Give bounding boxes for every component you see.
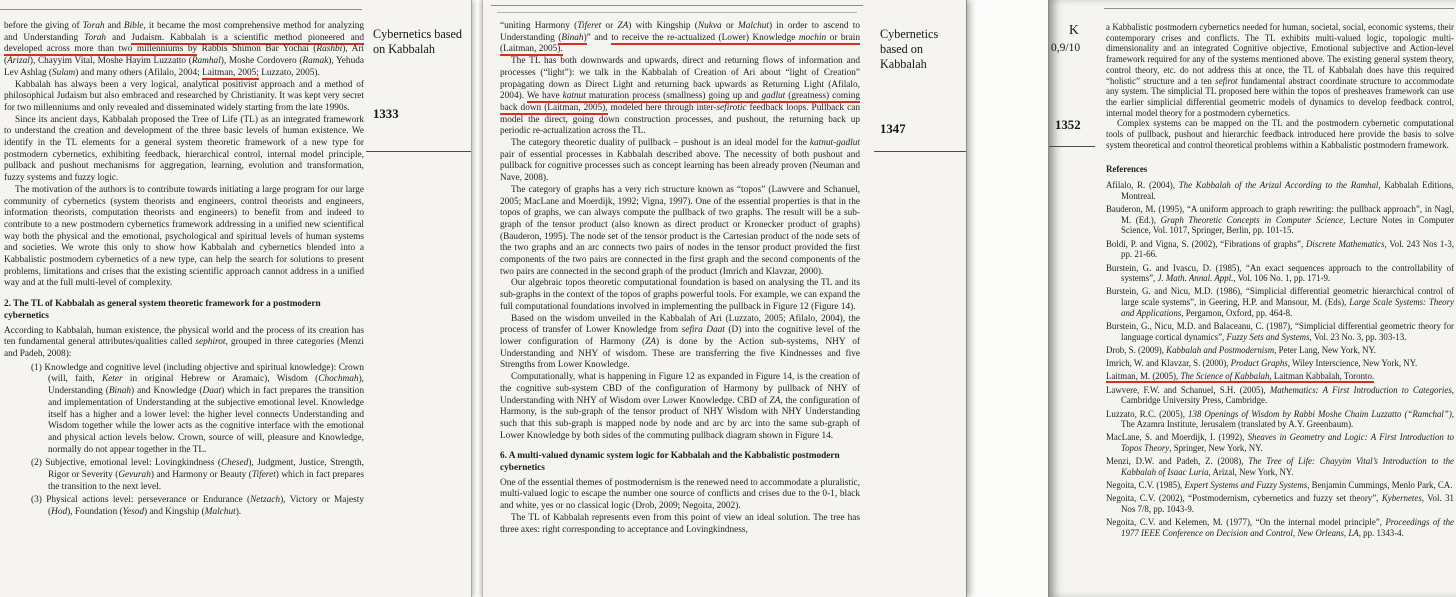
- reference-entry: Boldi, P. and Vigna, S. (2002), “Fibrations of graphs”, Discrete Mathematics, Vol. 243 Nos 1-3, pp. 21-66.: [1106, 238, 1454, 260]
- paragraph: Our algebraic topos theoretic computational foundation is based on analysing the TL and its sub-graphs in the context of the topos of graphs powerful tools. For example, we can expand the full computational foundations involved in implementing the pullback in Figure 12 (Figure 14).: [500, 278, 860, 312]
- reference-entry: Luzzato, R.C. (2005), 138 Openings of Wisdom by Rabbi Moshe Chaim Luzzatto (“Ramchal”), The Azamra Institute, Jerusalem (translated by A.Y. Greenbaum).: [1106, 408, 1454, 430]
- reference-entry: Burstein, G. and Nicu, M.D. (1986), “Simplicial differential geometric hierarchical control of large scale systems”, in Geering, H.P. and Mansour, M. (Eds), Large Scale Systems: Theory and Applications, Pergamon, Oxford, pp. 464-8.: [1106, 286, 1454, 318]
- running-head-title: Cybernetics based on Kabbalah: [373, 27, 463, 56]
- running-head-rule: [1049, 146, 1095, 147]
- section-heading: 6. A multi-valued dynamic system logic for Kabbalah and the Kabbalistic postmodern cybernetics: [500, 451, 840, 474]
- paragraph: The motivation of the authors is to contribute towards initiating a large program for our large community of cybernetics (system theorists and engineers, control theorists and engineers, information theorists, computation theorists and engineers) to benefit from and indeed to contribute to a new postmodern cybernetics framework addressing in a unified new scientifical way both the physical and the emotional, psychological and spiritual levels of human systems and societies. We wrote this only to show how Kabbalah and cybernetics blended into a Kabbalistic postmodern cybernetics of a new type, can help the search for solutions to present problems, limitations and crises that the existing scientific approach cannot address in a unified way and at the full multi-level of complexity.: [4, 184, 364, 289]
- reference-entry: Burstein, G., Nicu, M.D. and Balaceanu, C. (1987), “Simplicial differential geometric theory for language cortical dynamics”, Fuzzy Sets and Systems, Vol. 23 No. 3, pp. 303-13.: [1106, 321, 1454, 342]
- reference-entry: Drob, S. (2009), Kabbalah and Postmodernism, Peter Lang, New York, NY.: [1106, 344, 1377, 355]
- list-item: (2) Subjective, emotional level: Lovingkindness (Chesed), Judgment, Justice, Strength, Rigor or Severity (Gevurah) and Harmony or Beauty (Tiferet) which in fact prepares the transition to the next level.: [31, 458, 364, 492]
- paragraph: Kabbalah has always been a very logical, analytical positivist approach and a method of philosophical Judaism but also embraced and researched by Christianity. It was kept very secret for two millenniums and only revealed and disseminated widely starting from the late 1990s.: [4, 79, 364, 113]
- section-heading: 2. The TL of Kabbalah as general system theoretic framework for a postmodern cybernetics: [4, 299, 321, 321]
- page-1352-text-column: [1106, 22, 1454, 539]
- list-item: (3) Physical actions level: perseverance or Endurance (Netzach), Victory or Majesty (Hod), Foundation (Yesod) and Kingship (Malchut).: [31, 495, 364, 518]
- reference-entry: Negoita, C.V. (1985), Expert Systems and Fuzzy Systems, Benjamin Cummings, Menlo Park, CA.: [1106, 480, 1453, 491]
- running-head-rule: [874, 151, 966, 152]
- scanned-page-1333: [0, 0, 472, 597]
- reference-entry: Lawvere, F.W. and Schanuel, S.H. (2005), Mathematics: A First Introduction to Categories, Cambridge University Press, Cambridge.: [1106, 384, 1454, 406]
- scan-artifact-line: [497, 12, 857, 13]
- scan-artifact-line: [491, 5, 863, 6]
- paragraph: The category theoretic duality of pullback – pushout is an ideal model for the katnut-gadlut pair of essential processes in Kabbalah described above. The necessity of both pushout and pullback for cognitive processes such as concept learning has been already proven (Neuman and Nave, 2008).: [500, 138, 860, 184]
- paragraph: Based on the wisdom unveiled in the Kabbalah of Ari (Luzzato, 2005; Afilalo, 2004), the process of transfer of Lower Knowledge from sefira Daat (D) into the cognitive level of the lower configuration of Harmony (ZA) is done by the Action sub-systems, NHY of Understanding and NHY of wisdom. These are transferring the five Kindnesses and five Strengths from Lower Knowledge.: [500, 313, 860, 371]
- reference-entry: Bauderon, M. (1995), “A uniform approach to graph rewriting: the pullback approach”, in Nagl, M. (Ed.), Graph Theoretic Concepts in Computer Science, Lecture Notes in Computer Science, Vol. 1017, Springer, Berlin, pp. 101-15.: [1106, 204, 1455, 236]
- paragraph: Computationally, what is happening in Figure 12 as expanded in Figure 14, is the creation of the cognitive sub-system CBD of the configuration of Harmony by pullback of NHY of Understanding with NHY of Wisdom over Lower Knowledge. CBD of ZA, the configuration of Harmony, is the sub-graph of the tensor product of NHY Wisdom with NHY Understanding such that this sub-graph is mapped node by node and arc by arc into the same sub-graph of Lower Knowledge by both sides of the commuting pullback diagram shown in Figure 14.: [500, 372, 861, 441]
- annotation-underline: to receive the re-actualized (Lower) Knowledge mochin or brain (Laitman, 2005).: [500, 32, 860, 55]
- paragraph: The category of graphs has a very rich structure known as “topos” (Lawvere and Schanuel, 2005; MacLane and Moerdijk, 1992; Vigna, 1997). One of the essential properties is that in the topos of graphs, we can always compute the pullback of two graphs. The result will be a sub-graph of the tensor product (also known as direct product or Kronecker product of graphs) (Bauderon, 1995). The node set of the tensor product is the Cartesian product of the node sets of the two graphs and an arc connects two pairs of nodes in the tensor product provided the first components of the two pairs are connected in the first graph and the second components of the two pairs are connected in the second graph of the product (Imrich and Klavzar, 2000).: [500, 184, 860, 277]
- journal-initial: K: [1069, 22, 1079, 37]
- reference-entry: Negoita, C.V. (2002), “Postmodernism, cybernetics and fuzzy set theory”, Kybernetes, Vol. 31 Nos 7/8, pp. 1043-9.: [1106, 493, 1454, 515]
- paragraph: The TL of Kabbalah represents even from this point of view an ideal solution. The tree has three axes: right corresponding to acceptance and Lovingkindness,: [500, 512, 860, 535]
- scanned-page-1352: [1048, 0, 1456, 597]
- annotation-underline: We have katnut maturation process (smallness) going up and gadlut (greatness) coming back down (Laitman, 2005),: [500, 91, 860, 113]
- page-number: 1333: [373, 107, 399, 121]
- page-number: 1352: [1055, 118, 1081, 132]
- page-number: 1347: [880, 122, 906, 136]
- paragraph: One of the essential themes of postmodernism is the renewed need to accommodate a pluralistic, multi-valued logic to escape the number one source of conflicts and crises due to the 0-1, black and white, yes or no classical logic (Drob, 2009; Negoita, 2002).: [500, 477, 860, 512]
- running-head: [880, 27, 964, 137]
- section-heading: References: [1106, 164, 1148, 175]
- paragraph: Since its ancient days, Kabbalah proposed the Tree of Life (TL) as an integrated framework to understand the creation and development of the three basic levels of human existence. We identify in the TL elements for a general system theoretic framework of a new type for postmodern cybernetics, exhibiting feedback, hierarchical control, internal model principle, pullback and pushout mechanisms for aggregation, learning, evolution and transformation, fuzzy systems and fuzzy logic.: [4, 114, 364, 184]
- annotation-underline: Laitman, M. (2005), The Science of Kabbalah, Laitman Kabbalah, Toronto.: [1106, 371, 1375, 382]
- paragraph: According to Kabbalah, human existence, the physical world and the process of its creation has ten fundamental general attributes/qualities called sephirot, grouped in three categories (Menzi and Padeh, 2008):: [4, 325, 364, 359]
- paragraph: before the giving of Torah and Bible, it became the most comprehensive method for analyzing and Understanding Torah and Judaism. Kabbalah is a scientific method pioneered and developed across more than two millenniums by Rabbis Shimon Bar Yochai (Rashbi), Ari (Arizal), Chayyim Vital, Moshe Hayim Luzzatto (Ramhal), Moshe Cordovero (Ramak), Yehuda Lev Ashlag (Sulam) and many others (Afilalo, 2004; Laitman, 2005; Luzzato, 2005).: [4, 21, 365, 78]
- paragraph: The TL has both downwards and upwards, direct and returning flows of information and processes (“light”): we talk in the Kabbalah of Creation of Ari about “light of Creation” propagating down as Direct Light and returning back upwards as Returning Light (Afilalo, 2004). We have katnut maturation process (smallness) going up and gadlut (greatness) coming back down (Laitman, 2005), modeled here through inter-sefirotic feedback loops. Pullback can model the direct, going down construction processes, and pushout, the returning back up periodic re-actualization across the TL.: [500, 56, 860, 137]
- journal-volume-label: 0,9/10: [1051, 42, 1081, 54]
- paragraph: a Kabbalistic postmodern cybernetics needed for human, societal, social, economic systems, their contemporary crises and conflicts. The TL exhibits multi-valued logic, topologic multi-dimensionality and an integrated Cognitive objective, Emotional subjective and Action-level framework required for any of the systems mentioned above. The existing general system theory, control theory, etc. do not address this at once, the TL of Kabbalah does have this required “holistic” structure and a ten sefirot fundamental abstract coordinate structure to accommodate any system. The simplicial TL proposed here within the topos of presheaves framework can use the earlier simplicial differential geometric models of dynamics to develop feedback control, internal model theory for a postmodern cybernetics.: [1106, 22, 1454, 118]
- running-head-rule: [366, 151, 471, 152]
- annotation-underline: Judaism. Kabbalah is a scientific method pioneered and developed across more than two millenniums by: [4, 32, 364, 55]
- reference-entry: Imrich, W. and Klavzar, S. (2000), Product Graphs, Wiley Interscience, New York, NY.: [1106, 358, 1418, 369]
- annotation-underline: (Binah): [558, 32, 587, 43]
- running-head: [373, 27, 467, 122]
- annotation-underline: Laitman, 2005;: [202, 67, 259, 78]
- reference-entry: Negoita, C.V. and Kelemen, M. (1977), “On the internal model principle”, Proceedings of the 1977 IEEE Conference on Decision and Control, New Orleans, LA, pp. 1343-4.: [1106, 517, 1455, 539]
- reference-entry: Menzi, D.W. and Padeh, Z. (2008), The Tree of Life: Chayyim Vital’s Introduction to the Kabbalah of Isaac Luria, Arizal, New York, NY.: [1106, 456, 1454, 478]
- paragraph: Complex systems can be mapped on the TL and the postmodern cybernetic computational tools of pullback, pushout and hierarchic feedback introduced here provide the basis to solve system theoretical and control theoretical problems within a Kabbalistic postmodern framework.: [1106, 118, 1454, 150]
- reference-entry: Afilalo, R. (2004), The Kabbalah of the Arizal According to the Ramhal, Kabbalah Editions, Montreal.: [1106, 180, 1454, 201]
- reference-entry: [1106, 371, 1454, 382]
- running-head-title: Cybernetics based on Kabbalah: [880, 27, 939, 71]
- page-1347-text-column: [500, 21, 860, 536]
- scan-artifact-line: [0, 9, 362, 10]
- scanned-page-1347: [482, 0, 967, 597]
- page-1333-text-column: [4, 21, 364, 519]
- paragraph: “uniting Harmony (Tiferet or ZA) with Kingship (Nukva or Malchut) in order to ascend to Understanding (Binah)” and to receive the re-actualized (Lower) Knowledge mochin or brain (Laitman, 2005).: [500, 21, 860, 55]
- reference-entry: Burstein, G. and Ivascu, D. (1985), “An exact sequences approach to the controllability of systems”, J. Math. Annal. Appl., Vol. 106 No. 1, pp. 171-9.: [1106, 262, 1454, 284]
- reference-entry: MacLane, S. and Moerdijk, I. (1992), Sheaves in Geometry and Logic: A First Introduction to Topos Theory, Springer, New York, NY.: [1106, 432, 1454, 454]
- scan-artifact-line: [1104, 8, 1454, 9]
- list-item: (1) Knowledge and cognitive level (including objective and spiritual knowledge): Crown (will, faith, Keter in original Hebrew or Aramaic), Wisdom (Chochmah), Understanding (Binah) and Knowledge (Daat) which in fact prepares the transition and implementation of Understanding at the subjective emotional level. Knowledge itself has a higher and a lower level: the higher level connects Understanding and Wisdom together while the lower acts as the cognitive interface with the emotional and physical action levels below. Crown, source of will, pleasure and Knowledge, normally do not appear together in the TL.: [31, 362, 364, 455]
